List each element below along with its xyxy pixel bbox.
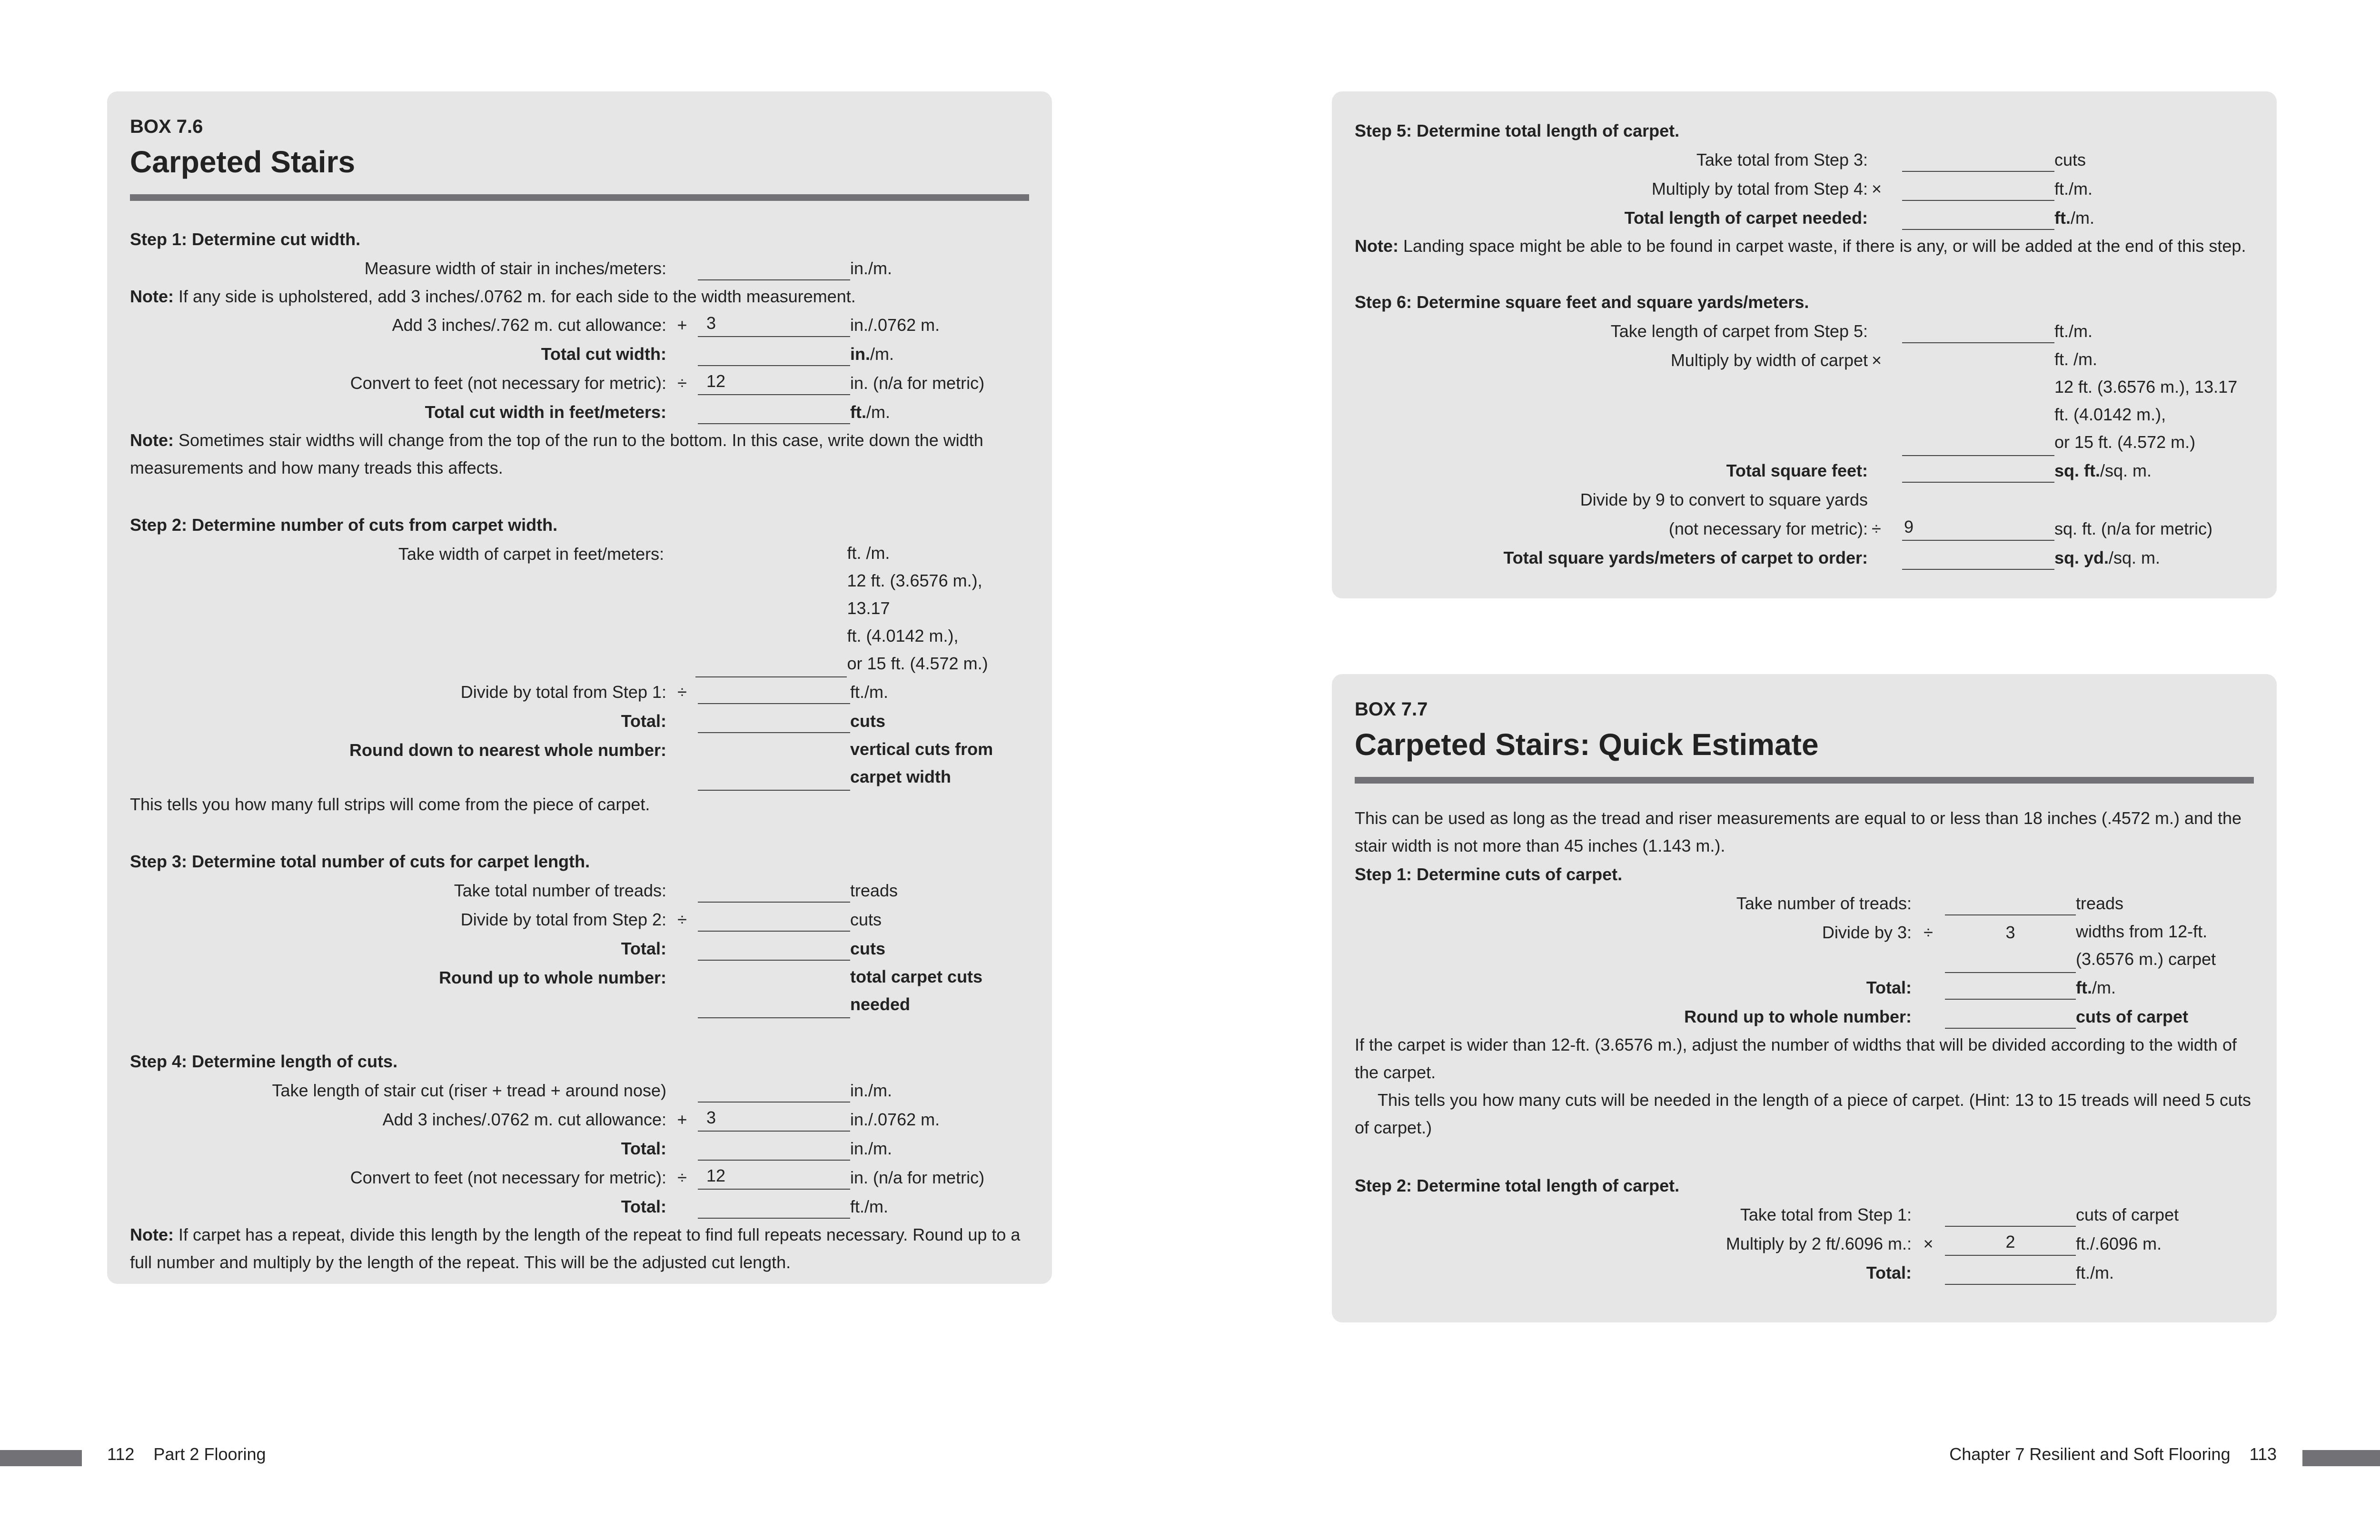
operator: [1912, 889, 1945, 918]
form-row: [1355, 317, 2254, 346]
form-row: [1355, 973, 2254, 1002]
form-row: [1355, 918, 2254, 973]
unit-rest: /m.: [866, 402, 890, 422]
step-4-heading: Step 4: Determine length of cuts.: [130, 1052, 398, 1071]
row-unit: ft./m.: [850, 682, 888, 702]
note-text: If carpet has a repeat, divide this length by the length of the repeat to find full repeats necessary. Round up to a full number and multiply by the length of the repeat. This will be the adjusted cut length.: [130, 1225, 1021, 1272]
form-row: [1355, 543, 2254, 572]
page-number: 112: [107, 1444, 135, 1464]
step-2-heading: Step 2: Determine number of cuts from carpet width.: [130, 515, 558, 535]
row-unit: [2076, 918, 2216, 973]
note-text: Sometimes stair widths will change from the top of the run to the bottom. In this case, write down the width measurements and how many treads this affects.: [130, 430, 983, 477]
row-label: Total:: [1866, 978, 1912, 997]
box-label: BOX 7.7: [1355, 699, 1428, 720]
row-unit: [850, 339, 894, 368]
unit-rest: /sq. m.: [2109, 548, 2161, 567]
unit-rest: /sq. m.: [2100, 461, 2152, 480]
entry-field[interactable]: 2: [1945, 1229, 2076, 1256]
form-row: [130, 735, 1029, 791]
entry-field[interactable]: [698, 339, 850, 366]
entry-field[interactable]: 12: [698, 368, 850, 395]
operator: [1868, 317, 1902, 346]
row-unit: cuts of carpet: [2076, 1007, 2189, 1026]
row-label: Total length of carpet needed:: [1624, 208, 1868, 228]
form-row: [1355, 1258, 2254, 1287]
unit-bold: ft.: [2054, 208, 2071, 228]
operator: [1868, 456, 1902, 485]
entry-field[interactable]: [1902, 429, 2054, 456]
operator: ×: [1923, 1234, 1934, 1253]
operator: [666, 1192, 698, 1221]
note-bold: Note:: [1355, 236, 1398, 256]
row-unit: [2076, 973, 2116, 1002]
entry-field[interactable]: [698, 764, 850, 791]
operator: [666, 963, 698, 1018]
entry-field[interactable]: 3: [698, 310, 850, 337]
page-number: 113: [2249, 1444, 2277, 1464]
unit-line: ft. /m.: [2054, 349, 2097, 369]
form-row: [1355, 346, 2254, 456]
paragraph: If the carpet is wider than 12-ft. (3.6576 m.), adjust the number of widths that will be divided according to the width of the carpet.: [1355, 1035, 2237, 1082]
entry-field[interactable]: [1945, 1200, 2076, 1227]
form-row: [130, 876, 1029, 905]
row-label: Add 3 inches/.762 m. cut allowance:: [392, 315, 666, 335]
entry-field[interactable]: [698, 876, 850, 903]
form-row: [130, 934, 1029, 963]
title-rule: [1355, 777, 2254, 784]
operator: [1868, 203, 1902, 232]
form-row: [1355, 1200, 2254, 1229]
form-row: [1355, 174, 2254, 203]
row-unit: ft./m.: [2076, 1263, 2114, 1282]
row-unit: treads: [2076, 894, 2124, 913]
title-rule: [130, 194, 1029, 201]
row-unit: [850, 397, 890, 427]
step-6-heading: Step 6: Determine square feet and square yards/meters.: [1355, 292, 1809, 312]
entry-field[interactable]: [698, 905, 850, 932]
form-row: [1355, 514, 2254, 543]
operator: +: [677, 315, 687, 335]
operator: ÷: [677, 682, 687, 702]
operator: [1912, 1258, 1945, 1287]
row-label: Total square feet:: [1726, 461, 1868, 480]
unit-line: vertical cuts from: [850, 739, 993, 759]
entry-field[interactable]: [1902, 174, 2054, 201]
form-row: [130, 905, 1029, 934]
operator: [666, 397, 698, 427]
unit-line: 12 ft. (3.6576 m.), 13.17: [2054, 377, 2238, 397]
row-unit: cuts: [850, 939, 886, 958]
note-bold: Note:: [130, 1225, 174, 1244]
footer-right: [1949, 1442, 2277, 1466]
row-label: Round up to whole number:: [439, 968, 666, 987]
unit-line: (3.6576 m.) carpet: [2076, 949, 2216, 969]
form-row: [130, 1163, 1029, 1192]
note: [130, 283, 1029, 310]
row-unit: in./m.: [850, 258, 892, 278]
row-label: Add 3 inches/.0762 m. cut allowance:: [382, 1110, 666, 1129]
unit-line: needed: [850, 994, 911, 1014]
entry-cell: [695, 539, 847, 677]
operator: [1868, 145, 1902, 174]
form-row: [1355, 1002, 2254, 1031]
entry-field[interactable]: 9: [1902, 514, 2054, 541]
row-unit: cuts: [850, 910, 882, 929]
entry-field[interactable]: [698, 706, 850, 733]
note-bold: Note:: [130, 287, 174, 306]
footer-bar-left: [0, 1450, 82, 1466]
form-row: [130, 677, 1029, 706]
operator: ÷: [677, 1168, 687, 1187]
unit-line: total carpet cuts: [850, 967, 983, 986]
entry-field[interactable]: 12: [698, 1163, 850, 1190]
row-unit: [2054, 456, 2152, 485]
note-text: If any side is upholstered, add 3 inches/.0762 m. for each side to the width measurement.: [174, 287, 856, 306]
operator: [1912, 1200, 1945, 1229]
entry-field[interactable]: [695, 651, 847, 677]
unit-bold: ft.: [850, 402, 866, 422]
operator: ÷: [1872, 519, 1881, 538]
entry-cell: [1902, 346, 2054, 456]
row-unit: cuts: [850, 711, 886, 731]
part-title: Part 2 Flooring: [153, 1444, 266, 1464]
form-row: [130, 368, 1029, 397]
row-label: Total:: [621, 711, 666, 731]
operator: [666, 876, 698, 905]
entry-field[interactable]: [1945, 1002, 2076, 1029]
form-row: [130, 1134, 1029, 1163]
row-unit: cuts: [2054, 150, 2086, 169]
row-label: Total:: [621, 1197, 666, 1216]
unit-line: ft. /m.: [847, 543, 890, 563]
footer-bar-right: [2302, 1450, 2380, 1466]
step-2-heading: Step 2: Determine total length of carpet.: [1355, 1176, 1680, 1195]
row-label: Round up to whole number:: [1684, 1007, 1912, 1026]
entry-field[interactable]: [1902, 456, 2054, 483]
form-row: [1355, 203, 2254, 232]
row-label: Take length of stair cut (riser + tread + around nose): [272, 1081, 666, 1100]
note: [130, 1221, 1029, 1276]
paragraph: This tells you how many cuts will be needed in the length of a piece of carpet. (Hint: 13 to 15 treads will need 5 cuts of carpet.): [1355, 1090, 2251, 1137]
form-row: [1355, 889, 2254, 918]
entry-cell: [1945, 918, 2076, 973]
row-label: Take total number of treads:: [454, 881, 666, 900]
unit-line: ft. (4.0142 m.),: [847, 626, 959, 646]
step-2-tail: This tells you how many full strips will come from the piece of carpet.: [130, 795, 650, 814]
row-label: Take total from Step 1:: [1740, 1205, 1912, 1224]
operator: +: [677, 1110, 687, 1129]
row-label: Divide by 3:: [1822, 923, 1912, 942]
note-text: Landing space might be able to be found in carpet waste, if there is any, or will be added at the end of this step.: [1398, 236, 2246, 256]
operator: [1912, 973, 1945, 1002]
entry-field[interactable]: [1902, 145, 2054, 172]
row-label: Total cut width:: [541, 344, 666, 364]
form-row: [1355, 485, 2254, 514]
row-unit: [2054, 543, 2160, 572]
step-1-heading: Step 1: Determine cut width.: [130, 229, 361, 249]
row-label: Divide by 9 to convert to square yards: [1580, 490, 1868, 509]
box-7-7: [1332, 674, 2277, 1322]
entry-cell: [698, 963, 850, 1018]
operator: [666, 254, 698, 283]
form-row: [130, 1192, 1029, 1221]
row-label: Round down to nearest whole number:: [349, 740, 666, 760]
entry-field[interactable]: [698, 1076, 850, 1103]
operator: [664, 539, 695, 677]
box-title: Carpeted Stairs: Quick Estimate: [1355, 727, 1819, 762]
operator: ×: [1872, 179, 1882, 199]
form-row: [130, 1076, 1029, 1105]
unit-line: carpet width: [850, 767, 952, 786]
unit-line: or 15 ft. (4.572 m.): [847, 654, 988, 673]
row-unit: in./.0762 m.: [850, 1110, 940, 1129]
form-row: [130, 254, 1029, 283]
row-label: Total:: [1866, 1263, 1912, 1282]
form-row: [1355, 1229, 2254, 1258]
row-label: Measure width of stair in inches/meters:: [364, 258, 666, 278]
row-label: Total cut width in feet/meters:: [425, 402, 666, 422]
unit-line: ft. (4.0142 m.),: [2054, 405, 2166, 424]
operator: [666, 1076, 698, 1105]
row-unit: [2054, 346, 2237, 456]
row-unit: in. (n/a for metric): [850, 373, 985, 393]
operator: ÷: [1924, 923, 1933, 942]
row-label: Take width of carpet in feet/meters:: [398, 544, 664, 564]
footer-left: [107, 1442, 266, 1466]
note: [130, 427, 1029, 482]
unit-rest: /m.: [2092, 978, 2116, 997]
unit-bold: in.: [850, 344, 870, 364]
step-1-heading: Step 1: Determine cuts of carpet.: [1355, 864, 1623, 884]
row-unit: ft./m.: [2054, 321, 2092, 341]
row-unit: [847, 539, 1029, 677]
row-label: Convert to feet (not necessary for metric):: [350, 373, 666, 393]
entry-field[interactable]: [698, 1134, 850, 1161]
operator: ÷: [677, 910, 687, 929]
form-row: [130, 539, 1029, 677]
entry-field[interactable]: [1902, 317, 2054, 343]
entry-field[interactable]: [698, 677, 850, 704]
entry-field[interactable]: [698, 397, 850, 424]
row-label: Total:: [621, 939, 666, 958]
operator: [666, 735, 698, 791]
intro: This can be used as long as the tread and riser measurements are equal to or less than 18 inches (.4572 m.) and the stair width is not more than 45 inches (1.143 m.).: [1355, 808, 2242, 855]
entry-field[interactable]: [698, 992, 850, 1018]
operator: [666, 706, 698, 735]
note: [1355, 232, 2254, 260]
operator: [666, 1134, 698, 1163]
row-label: Take length of carpet from Step 5:: [1610, 321, 1868, 341]
step-3-heading: Step 3: Determine total number of cuts for carpet length.: [130, 852, 590, 871]
unit-line: widths from 12-ft.: [2076, 922, 2208, 941]
row-label: Multiply by width of carpet: [1670, 350, 1868, 370]
form-row: [130, 1105, 1029, 1134]
box-7-6: [107, 91, 1052, 1284]
form-row: [130, 310, 1029, 339]
operator: [666, 339, 698, 368]
row-unit: [2054, 203, 2094, 232]
row-unit: cuts of carpet: [2076, 1205, 2179, 1224]
row-unit: [850, 963, 982, 1018]
form-row: [1355, 145, 2254, 174]
entry-field[interactable]: [1945, 889, 2076, 915]
row-label: Multiply by 2 ft/.6096 m.:: [1726, 1234, 1912, 1253]
row-label: Total square yards/meters of carpet to order:: [1503, 548, 1868, 567]
entry-field[interactable]: [1902, 203, 2054, 230]
unit-bold: sq. ft.: [2054, 461, 2100, 480]
row-unit: in./m.: [850, 1081, 892, 1100]
entry-value: 3: [2005, 923, 2015, 942]
unit-bold: ft.: [2076, 978, 2092, 997]
row-label: Total:: [621, 1139, 666, 1158]
step-5-heading: Step 5: Determine total length of carpet.: [1355, 121, 1680, 140]
entry-field[interactable]: [1945, 946, 2076, 973]
row-label: Divide by total from Step 2:: [460, 910, 666, 929]
entry-field[interactable]: [698, 254, 850, 280]
unit-rest: /m.: [870, 344, 894, 364]
box-7-6-continued: [1332, 91, 2277, 598]
row-unit: in. (n/a for metric): [850, 1168, 985, 1187]
box-title: Carpeted Stairs: [130, 145, 356, 179]
entry-field[interactable]: [1945, 1258, 2076, 1285]
note-bold: Note:: [130, 430, 174, 450]
operator: ×: [1872, 350, 1882, 370]
row-label: Take total from Step 3:: [1696, 150, 1868, 169]
row-unit: in./.0762 m.: [850, 315, 940, 335]
row-unit: sq. ft. (n/a for metric): [2054, 519, 2213, 538]
entry-field[interactable]: 3: [698, 1105, 850, 1132]
chapter-title: Chapter 7 Resilient and Soft Flooring: [1949, 1444, 2231, 1464]
row-label: Convert to feet (not necessary for metric):: [350, 1168, 666, 1187]
unit-bold: sq. yd.: [2054, 548, 2109, 567]
row-unit: in./m.: [850, 1139, 892, 1158]
unit-line: 12 ft. (3.6576 m.), 13.17: [847, 571, 982, 618]
row-label: Divide by total from Step 1:: [460, 682, 666, 702]
operator: [666, 934, 698, 963]
row-label: Multiply by total from Step 4:: [1651, 179, 1868, 199]
row-unit: treads: [850, 881, 898, 900]
row-label: Take number of treads:: [1736, 894, 1912, 913]
form-row: [130, 963, 1029, 1018]
entry-field[interactable]: [1945, 973, 2076, 1000]
row-unit: [850, 735, 993, 791]
form-row: [130, 397, 1029, 427]
form-row: [130, 339, 1029, 368]
entry-field[interactable]: [698, 934, 850, 961]
entry-field[interactable]: [698, 1192, 850, 1219]
operator: [1912, 1002, 1945, 1031]
unit-rest: /m.: [2070, 208, 2094, 228]
form-row: [1355, 456, 2254, 485]
operator: [1868, 543, 1902, 572]
operator: ÷: [677, 373, 687, 393]
row-unit: ft./m.: [2054, 179, 2092, 199]
entry-field[interactable]: [1902, 543, 2054, 570]
unit-line: or 15 ft. (4.572 m.): [2054, 432, 2196, 452]
row-label: (not necessary for metric):: [1668, 519, 1868, 538]
box-label: BOX 7.6: [130, 116, 203, 137]
entry-cell: [698, 735, 850, 791]
row-unit: ft./.6096 m.: [2076, 1234, 2162, 1253]
row-unit: ft./m.: [850, 1197, 888, 1216]
form-row: [130, 706, 1029, 735]
